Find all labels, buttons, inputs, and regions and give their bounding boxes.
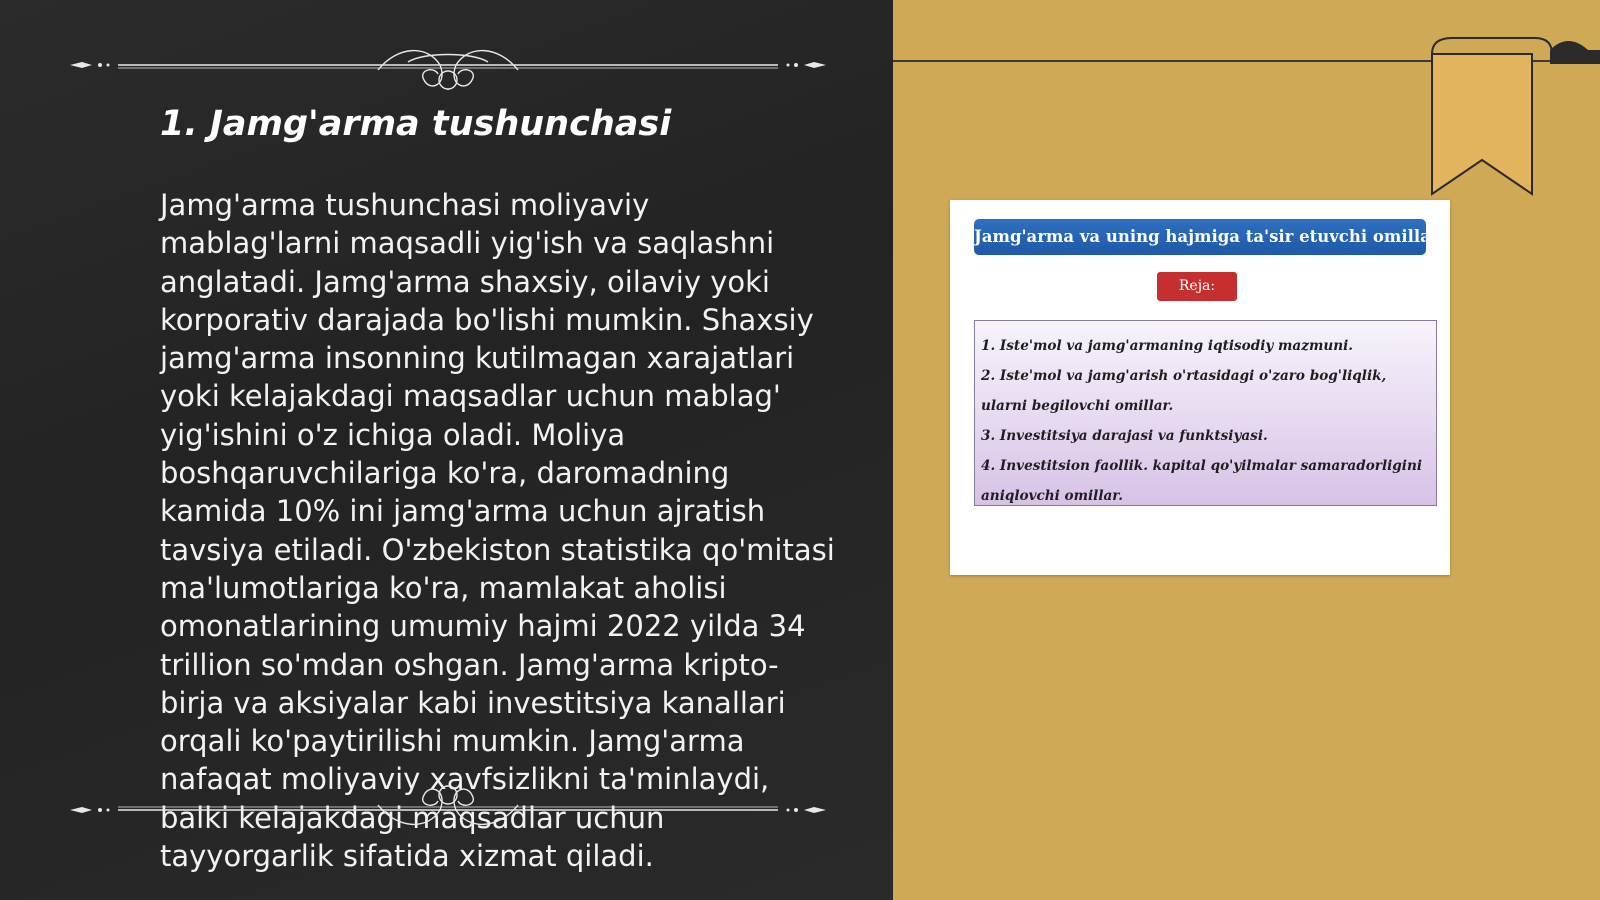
card-header: Jamg'arma va uning hajmiga ta'sir etuvchi omillar (974, 219, 1426, 255)
plan-badge: Reja: (1157, 272, 1237, 301)
plan-item: 3. Investitsiya darajasi va funktsiyasi. (981, 428, 1268, 444)
ornamental-divider-icon (68, 40, 828, 90)
plan-item: 4. Investitsion faollik. kapital qo'yilmalar samaradorligini aniqlovchi omillar. (981, 458, 1422, 504)
plan-item: 1. Iste'mol va jamg'armaning iqtisodiy mazmuni. (981, 338, 1354, 354)
plan-item: 2. Iste'mol va jamg'arish o'rtasidagi o'zaro bog'liqlik, ularni begilovchi omillar. (981, 368, 1387, 414)
plan-box (974, 320, 1437, 506)
plan-list (981, 331, 1430, 511)
ornamental-divider-icon (68, 785, 828, 835)
bookmark-ribbon-icon (1430, 34, 1600, 204)
plan-image-card (950, 200, 1450, 575)
slide-title: 1. Jamg'arma tushunchasi (160, 104, 672, 144)
body-paragraph: Jamg'arma tushunchasi moliyaviy mablag'larni maqsadli yig'ish va saqlashni anglatadi. Jamg'arma shaxsiy, oilaviy yoki korporativ darajada bo'lishi mumkin. Shaxsiy jamg'arma insonning kutilmagan xarajatlari yoki kelajakdagi maqsadlar uchun mablag' yig'ishini o'z ichiga oladi. Moliya boshqaruvchilariga ko'ra, daromadning kamida 10% ini jamg'arma uchun ajratish tavsiya etiladi. O'zbekiston statistika qo'mitasi ma'lumotlariga ko'ra, mamlakat aholisi omonatlarining umumiy hajmi 2022 yilda 34 trillion so'mdan oshgan. Jamg'arma kripto-birja va aksiyalar kabi investitsiya kanallari orqali ko'paytirilishi mumkin. Jamg'arma nafaqat moliyaviy xavfsizlikni ta'minlaydi, balki kelajakdagi maqsadlar uchun tayyorgarlik sifatida xizmat qiladi. (160, 188, 835, 874)
